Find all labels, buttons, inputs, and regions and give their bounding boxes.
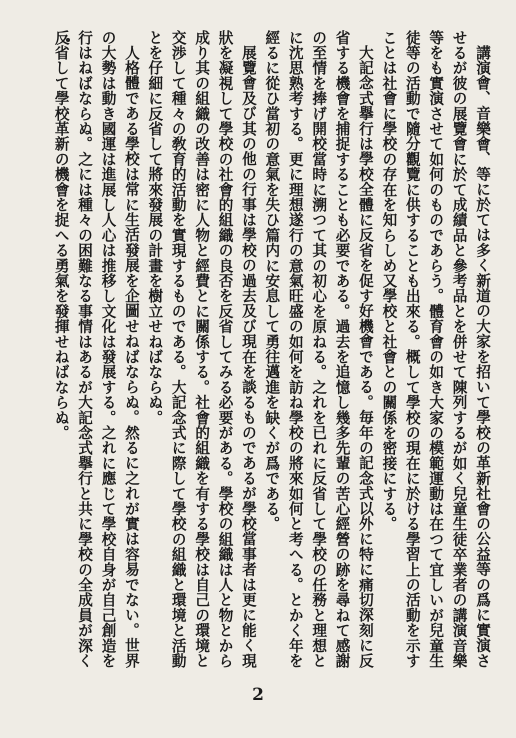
paragraph-3: 展覽會及び其の他の行事は學校の過去及び現在を談るものであるが學校當事者は更に能く現狀を凝視して學校の社會的組織の良否を反省してみる必要がある。學校の組織は人と物とから成り其の組織の改善は密に人物と經費とに關係する。社會的組織を有する學校は自己の環境と交渉して種々の敎育的活動を實現するものである。大記念式に際して學校の組織と環境と活動とを仔細に反省して將來發展の計畫を樹立せねばならぬ。 xyxy=(146,30,257,669)
paragraph-4: 人格體である學校は常に生活發展を企圖せねばならぬ。然るに之れが實は容易でない。世界の大勢は動き國運は進展し人心は推移し文化は發展する。之れに應じて學校自身が自己創造を行はねばならぬ。之には種々の困難なる事情はあるが大記念式擧行と共に學校の全成員が深く反省して學校革新の機會を捉へる勇氣を發揮せねばならぬ。 xyxy=(52,30,140,669)
paragraph-2: 大記念式擧行は學校全體に反省を促す好機會である。毎年の記念式以外に特に痛切深刻に反省する機會を捕捉することも必要である。過去を追憶し幾多先輩の苦心經營の跡を尋ねて感謝の至情を捧げ開校當時に溯つて其の初心を原ねる。之れを已れに反省して學校の任務と理想とに沈思熟考する。更に理想遂行の意氣旺盛の如何を訪ね學校の將來如何と考へる。とかく年を經るに從ひ當初の意氣を失ひ篇内に安息して勇往邁進を缺くが爲である。 xyxy=(263,30,374,669)
page-number: 2 xyxy=(252,685,264,705)
paragraph-1: 講演會、音樂會、等に於ては多く新道の大家を招いて學校の革新社會の公益等の爲に實演させるが彼の展覽會に於て成績品と參考品とを併せて陳列するが如く兒童生徒卒業者の講演音樂等をも實演させて如何のものであらう。體育會の如き大家の模範運動は在つて宜しいが兒童生徒等の活動で隨分觀覽に供することも出來る。概して學校の現在に於ける學習上の活動を示すことは社會に學校の存在を知らしめ又學校と社會との關係を密接にする。 xyxy=(380,30,491,669)
vertical-text-body xyxy=(22,30,494,670)
